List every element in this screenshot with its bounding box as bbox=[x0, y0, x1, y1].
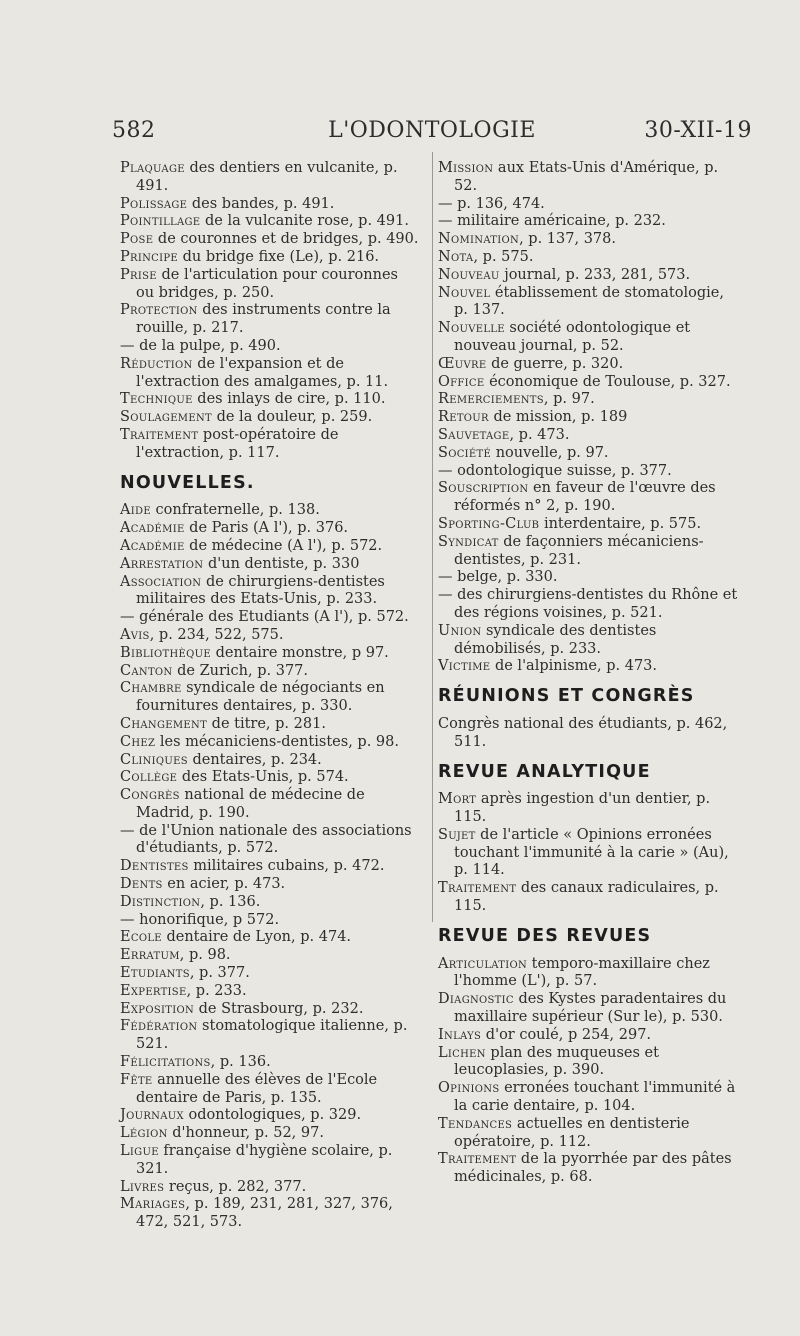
index-entry bbox=[120, 231, 420, 249]
index-entry bbox=[120, 769, 420, 787]
index-entry bbox=[438, 880, 738, 916]
entry-keyword: Œuvre bbox=[438, 355, 487, 372]
index-entry bbox=[438, 956, 738, 992]
entry-text: d'un dentiste, p. 330 bbox=[203, 555, 360, 572]
entry-keyword: Union bbox=[438, 622, 482, 639]
index-entry bbox=[438, 1027, 738, 1045]
entry-text: société odontologique et nouveau journal, p. 52. bbox=[454, 320, 691, 354]
index-entry bbox=[438, 791, 738, 827]
entry-text: , p. 233. bbox=[186, 982, 247, 999]
entry-keyword: Congrès bbox=[120, 787, 180, 804]
index-entry bbox=[438, 356, 738, 374]
entry-text: en faveur de l'œuvre des réformés n° 2, p. 190. bbox=[454, 480, 716, 515]
entry-text: Congrès national des étudiants, p. 462, 511. bbox=[438, 715, 728, 750]
entry-keyword: Dentistes bbox=[120, 858, 189, 875]
index-entry bbox=[438, 391, 738, 409]
index-entry bbox=[120, 302, 420, 338]
index-entry bbox=[120, 356, 420, 392]
entry-keyword: Journaux bbox=[120, 1107, 184, 1124]
index-entry bbox=[120, 267, 420, 303]
entry-keyword: Pose bbox=[120, 231, 154, 248]
entry-text: des Kystes paradentaires du maxillaire supérieur (Sur le), p. 530. bbox=[454, 991, 727, 1026]
entry-text: de guerre, p. 320. bbox=[486, 355, 624, 372]
entry-keyword: Pointillage bbox=[120, 213, 201, 230]
entry-keyword: Arrestation bbox=[120, 555, 204, 572]
entry-keyword: Chez bbox=[120, 733, 156, 750]
entry-text: — de l'Union nationale des associations d'étudiants, p. 572. bbox=[120, 822, 412, 857]
journal-title: L'ODONTOLOGIE bbox=[328, 118, 536, 143]
entry-text: — honorifique, p 572. bbox=[120, 911, 280, 928]
entry-text: confraternelle, p. 138. bbox=[150, 502, 320, 519]
index-entry bbox=[438, 623, 738, 659]
index-entry bbox=[438, 427, 738, 445]
entry-keyword: Changement bbox=[120, 715, 208, 732]
entry-text: dentaire de Lyon, p. 474. bbox=[161, 929, 352, 946]
entry-text: de la vulcanite rose, p. 491. bbox=[200, 213, 409, 230]
left-column bbox=[120, 160, 420, 1232]
index-entry bbox=[120, 734, 420, 752]
entry-text: — de la pulpe, p. 490. bbox=[120, 337, 281, 354]
index-entry bbox=[120, 912, 420, 930]
index-entry bbox=[438, 480, 738, 516]
entry-keyword: Réduction bbox=[120, 355, 193, 372]
index-entry bbox=[438, 213, 738, 231]
index-entry bbox=[438, 374, 738, 392]
entry-keyword: Victime bbox=[438, 658, 491, 675]
index-entry bbox=[120, 391, 420, 409]
index-entry bbox=[120, 752, 420, 770]
entry-keyword: Tendances bbox=[438, 1115, 513, 1132]
entry-keyword: Association bbox=[120, 573, 202, 590]
entry-text: actuelles en dentisterie opératoire, p. 112. bbox=[454, 1115, 690, 1150]
entry-keyword: Retour bbox=[438, 409, 489, 426]
entry-text: erronées touchant l'immunité à la carie dentaire, p. 104. bbox=[454, 1080, 736, 1115]
right-column bbox=[438, 160, 738, 1187]
entry-keyword: Légion bbox=[120, 1125, 168, 1142]
index-entry bbox=[120, 947, 420, 965]
entry-text: de l'articulation pour couronnes ou bridges, p. 250. bbox=[136, 266, 398, 301]
index-entry bbox=[438, 1045, 738, 1081]
entry-text: nouvelle, p. 97. bbox=[491, 444, 609, 461]
index-entry bbox=[120, 716, 420, 734]
entry-text: interdentaire, p. 575. bbox=[539, 515, 702, 532]
index-entry bbox=[438, 991, 738, 1027]
index-entry bbox=[120, 1072, 420, 1108]
entry-keyword: Souscription bbox=[438, 480, 529, 497]
entry-keyword: Articulation bbox=[438, 955, 528, 972]
entry-text: économique de Toulouse, p. 327. bbox=[484, 373, 731, 390]
index-entry bbox=[120, 409, 420, 427]
entry-keyword: Félicitations bbox=[120, 1054, 211, 1071]
entry-text: plan des muqueuses et leucoplasies, p. 390. bbox=[454, 1044, 659, 1079]
section-heading-revue-analytique: REVUE ANALYTIQUE bbox=[438, 761, 651, 782]
entry-text: , p. 473. bbox=[509, 426, 570, 443]
entry-text: , p. 575. bbox=[473, 248, 534, 265]
entry-text: — des chirurgiens-dentistes du Rhône et des régions voisines, p. 521. bbox=[438, 587, 738, 621]
section-heading-nouvelles: NOUVELLES. bbox=[120, 472, 255, 493]
entry-text: , p. 136. bbox=[200, 893, 261, 910]
entry-keyword: Principe bbox=[120, 248, 179, 265]
index-entry bbox=[120, 1001, 420, 1019]
nouvelles-list-left bbox=[120, 502, 420, 1232]
entry-text: de Zurich, p. 377. bbox=[172, 662, 309, 679]
index-entry bbox=[438, 587, 738, 623]
index-entry bbox=[120, 1179, 420, 1197]
entry-keyword: Livres bbox=[120, 1178, 165, 1195]
left-top-list bbox=[120, 160, 420, 463]
entry-keyword: Ecole bbox=[120, 929, 162, 946]
entry-text: de titre, p. 281. bbox=[207, 715, 326, 732]
entry-keyword: Office bbox=[438, 373, 485, 390]
index-entry bbox=[120, 249, 420, 267]
entry-text: de Paris (A l'), p. 376. bbox=[184, 520, 349, 537]
entry-text: les mécaniciens-dentistes, p. 98. bbox=[155, 733, 399, 750]
index-entry bbox=[120, 1107, 420, 1125]
entry-text: odontologiques, p. 329. bbox=[183, 1107, 362, 1124]
index-entry bbox=[438, 267, 738, 285]
entry-keyword: Nomination bbox=[438, 231, 520, 248]
entry-keyword: Technique bbox=[120, 391, 193, 408]
index-entry bbox=[438, 463, 738, 481]
index-entry bbox=[120, 929, 420, 947]
entry-text: de chirurgiens-dentistes militaires des Etats-Unis, p. 233. bbox=[136, 573, 385, 608]
index-entry bbox=[120, 1196, 420, 1232]
index-entry bbox=[120, 787, 420, 823]
reunions-list bbox=[438, 716, 738, 752]
entry-text: dentaires, p. 234. bbox=[187, 751, 322, 768]
entry-text: d'or coulé, p 254, 297. bbox=[481, 1026, 652, 1043]
index-entry bbox=[438, 516, 738, 534]
entry-keyword: Nouvel bbox=[438, 284, 491, 301]
index-entry bbox=[438, 1116, 738, 1152]
entry-keyword: Prise bbox=[120, 266, 157, 283]
entry-text: temporo-maxillaire chez l'homme (L'), p. 57. bbox=[454, 955, 710, 990]
entry-keyword: Polissage bbox=[120, 195, 188, 212]
entry-keyword: Lichen bbox=[438, 1044, 486, 1061]
index-entry bbox=[120, 858, 420, 876]
entry-keyword: Fédération bbox=[120, 1018, 198, 1035]
entry-keyword: Canton bbox=[120, 662, 173, 679]
entry-keyword: Sauvetage bbox=[438, 426, 510, 443]
entry-text: de Strasbourg, p. 232. bbox=[194, 1000, 364, 1017]
section-heading-revue-des-revues: REVUE DES REVUES bbox=[438, 925, 652, 946]
entry-text: des instruments contre la rouille, p. 217. bbox=[136, 302, 391, 337]
entry-keyword: Expertise bbox=[120, 982, 187, 999]
entry-keyword: Aide bbox=[120, 502, 151, 519]
nouvelles-list-right bbox=[438, 160, 738, 676]
index-entry bbox=[120, 556, 420, 574]
index-entry bbox=[120, 338, 420, 356]
entry-text: française d'hygiène scolaire, p. 321. bbox=[136, 1143, 393, 1177]
entry-text: national de médecine de Madrid, p. 190. bbox=[136, 787, 365, 821]
index-entry bbox=[438, 231, 738, 249]
entry-text: de l'expansion et de l'extraction des amalgames, p. 11. bbox=[136, 355, 389, 390]
entry-keyword: Mort bbox=[438, 791, 477, 808]
index-entry bbox=[120, 574, 420, 610]
index-entry bbox=[120, 627, 420, 645]
entry-text: , p. 136. bbox=[210, 1054, 271, 1071]
index-entry bbox=[120, 520, 420, 538]
entry-text: , p. 98. bbox=[179, 947, 231, 964]
entry-text: des canaux radiculaires, p. 115. bbox=[454, 880, 719, 915]
index-entry bbox=[120, 427, 420, 463]
index-entry bbox=[120, 965, 420, 983]
entry-text: , p. 189, 231, 281, 327, 376, 472, 521, 573. bbox=[136, 1196, 393, 1231]
entry-keyword: Syndicat bbox=[438, 533, 499, 550]
entry-keyword: Soulagement bbox=[120, 409, 212, 426]
entry-keyword: Nota bbox=[438, 248, 474, 265]
index-entry bbox=[120, 983, 420, 1001]
index-entry bbox=[438, 1080, 738, 1116]
index-entry bbox=[120, 609, 420, 627]
entry-keyword: Fête bbox=[120, 1071, 153, 1088]
index-entry bbox=[438, 827, 738, 880]
entry-keyword: Sujet bbox=[438, 826, 476, 843]
index-entry bbox=[120, 680, 420, 716]
entry-text: syndicale des dentistes démobilisés, p. 233. bbox=[454, 622, 657, 657]
entry-keyword: Distinction bbox=[120, 893, 201, 910]
index-entry bbox=[438, 249, 738, 267]
entry-text: dentaire monstre, p 97. bbox=[210, 644, 389, 661]
entry-keyword: Remerciements bbox=[438, 391, 544, 408]
index-entry bbox=[438, 1151, 738, 1187]
entry-keyword: Nouvelle bbox=[438, 320, 505, 337]
entry-keyword: Collège bbox=[120, 769, 178, 786]
entry-text: établissement de stomatologie, p. 137. bbox=[454, 284, 724, 319]
index-entry bbox=[438, 160, 738, 196]
entry-keyword: Mission bbox=[438, 160, 494, 176]
entry-keyword: Société bbox=[438, 444, 492, 461]
index-entry bbox=[120, 538, 420, 556]
entry-keyword: Plaquage bbox=[120, 160, 185, 176]
entry-text: de l'alpinisme, p. 473. bbox=[490, 658, 658, 675]
index-entry bbox=[120, 1143, 420, 1179]
index-entry bbox=[438, 445, 738, 463]
index-entry bbox=[120, 663, 420, 681]
entry-text: de médecine (A l'), p. 572. bbox=[184, 537, 383, 554]
index-entry bbox=[120, 1018, 420, 1054]
entry-text: journal, p. 233, 281, 573. bbox=[499, 266, 691, 283]
entry-text: — p. 136, 474. bbox=[438, 195, 545, 212]
entry-keyword: Académie bbox=[120, 537, 185, 554]
entry-text: aux Etats-Unis d'Amérique, p. 52. bbox=[454, 160, 719, 194]
entry-text: , p. 97. bbox=[543, 391, 595, 408]
entry-text: annuelle des élèves de l'Ecole dentaire de Paris, p. 135. bbox=[136, 1071, 378, 1106]
entry-text: des dentiers en vulcanite, p. 491. bbox=[136, 160, 398, 194]
entry-keyword: Opinions bbox=[438, 1080, 500, 1097]
entry-text: post-opératoire de l'extraction, p. 117. bbox=[136, 426, 339, 461]
entry-keyword: Sporting-Club bbox=[438, 515, 540, 532]
page-number: 582 bbox=[112, 118, 156, 143]
index-entry bbox=[438, 658, 738, 676]
entry-keyword: Chambre bbox=[120, 680, 182, 697]
entry-keyword: Diagnostic bbox=[438, 991, 514, 1008]
index-entry bbox=[438, 196, 738, 214]
entry-text: des bandes, p. 491. bbox=[187, 195, 335, 212]
index-entry bbox=[120, 160, 420, 196]
entry-keyword: Cliniques bbox=[120, 751, 188, 768]
entry-text: reçus, p. 282, 377. bbox=[164, 1178, 307, 1195]
index-entry bbox=[438, 569, 738, 587]
entry-text: , p. 377. bbox=[189, 965, 250, 982]
index-entry bbox=[438, 716, 738, 752]
entry-text: du bridge fixe (Le), p. 216. bbox=[178, 248, 380, 265]
entry-text: — belge, p. 330. bbox=[438, 569, 558, 586]
index-entry bbox=[120, 645, 420, 663]
entry-keyword: Académie bbox=[120, 520, 185, 537]
entry-text: après ingestion d'un dentier, p. 115. bbox=[454, 791, 711, 826]
entry-text: de l'article « Opinions erronées touchant l'immunité à la carie » (Au), p. 114. bbox=[454, 826, 729, 879]
entry-text: des inlays de cire, p. 110. bbox=[192, 391, 386, 408]
index-entry bbox=[120, 1125, 420, 1143]
entry-text: , p. 234, 522, 575. bbox=[149, 626, 284, 643]
column-divider bbox=[432, 152, 433, 922]
running-header bbox=[112, 118, 752, 152]
index-entry bbox=[120, 823, 420, 859]
index-entry bbox=[438, 534, 738, 570]
entry-keyword: Nouveau bbox=[438, 266, 500, 283]
index-entry bbox=[120, 502, 420, 520]
entry-keyword: Mariages bbox=[120, 1196, 186, 1213]
entry-keyword: Traitement bbox=[438, 1151, 517, 1168]
entry-text: en acier, p. 473. bbox=[162, 876, 286, 893]
entry-text: syndicale de négociants en fournitures dentaires, p. 330. bbox=[136, 680, 385, 715]
entry-keyword: Protection bbox=[120, 302, 198, 319]
index-entry bbox=[438, 285, 738, 321]
index-entry bbox=[438, 320, 738, 356]
index-entry bbox=[438, 409, 738, 427]
index-entry bbox=[120, 213, 420, 231]
entry-text: militaires cubains, p. 472. bbox=[188, 858, 385, 875]
index-entry bbox=[120, 876, 420, 894]
issue-date: 30-XII-19 bbox=[644, 118, 752, 143]
section-heading-reunions: RÉUNIONS ET CONGRÈS bbox=[438, 686, 695, 707]
entry-keyword: Exposition bbox=[120, 1000, 194, 1017]
entry-keyword: Inlays bbox=[438, 1026, 482, 1043]
revue-des-revues-list bbox=[438, 956, 738, 1187]
entry-text: de mission, p. 189 bbox=[488, 409, 628, 426]
entry-text: de la pyorrhée par des pâtes médicinales, p. 68. bbox=[454, 1151, 732, 1186]
entry-keyword: Dents bbox=[120, 876, 163, 893]
entry-keyword: Etudiants bbox=[120, 965, 190, 982]
entry-text: de la douleur, p. 259. bbox=[211, 409, 373, 426]
entry-text: — générale des Etudiants (A l'), p. 572. bbox=[120, 609, 409, 626]
revue-analytique-list bbox=[438, 791, 738, 916]
entry-text: — odontologique suisse, p. 377. bbox=[438, 462, 672, 479]
entry-keyword: Traitement bbox=[120, 426, 199, 443]
entry-keyword: Bibliothèque bbox=[120, 644, 211, 661]
entry-keyword: Ligue bbox=[120, 1143, 159, 1160]
entry-text: de façonniers mécaniciens-dentistes, p. 231. bbox=[454, 533, 704, 568]
entry-text: — militaire américaine, p. 232. bbox=[438, 213, 666, 230]
entry-keyword: Erratum bbox=[120, 947, 180, 964]
entry-keyword: Avis bbox=[120, 626, 150, 643]
entry-text: de couronnes et de bridges, p. 490. bbox=[153, 231, 419, 248]
entry-text: , p. 137, 378. bbox=[519, 231, 616, 248]
index-entry bbox=[120, 196, 420, 214]
entry-text: des Etats-Unis, p. 574. bbox=[177, 769, 349, 786]
entry-text: d'honneur, p. 52, 97. bbox=[167, 1125, 324, 1142]
entry-text: stomatologique italienne, p. 521. bbox=[136, 1018, 408, 1053]
entry-keyword: Traitement bbox=[438, 880, 517, 897]
index-entry bbox=[120, 1054, 420, 1072]
index-entry bbox=[120, 894, 420, 912]
